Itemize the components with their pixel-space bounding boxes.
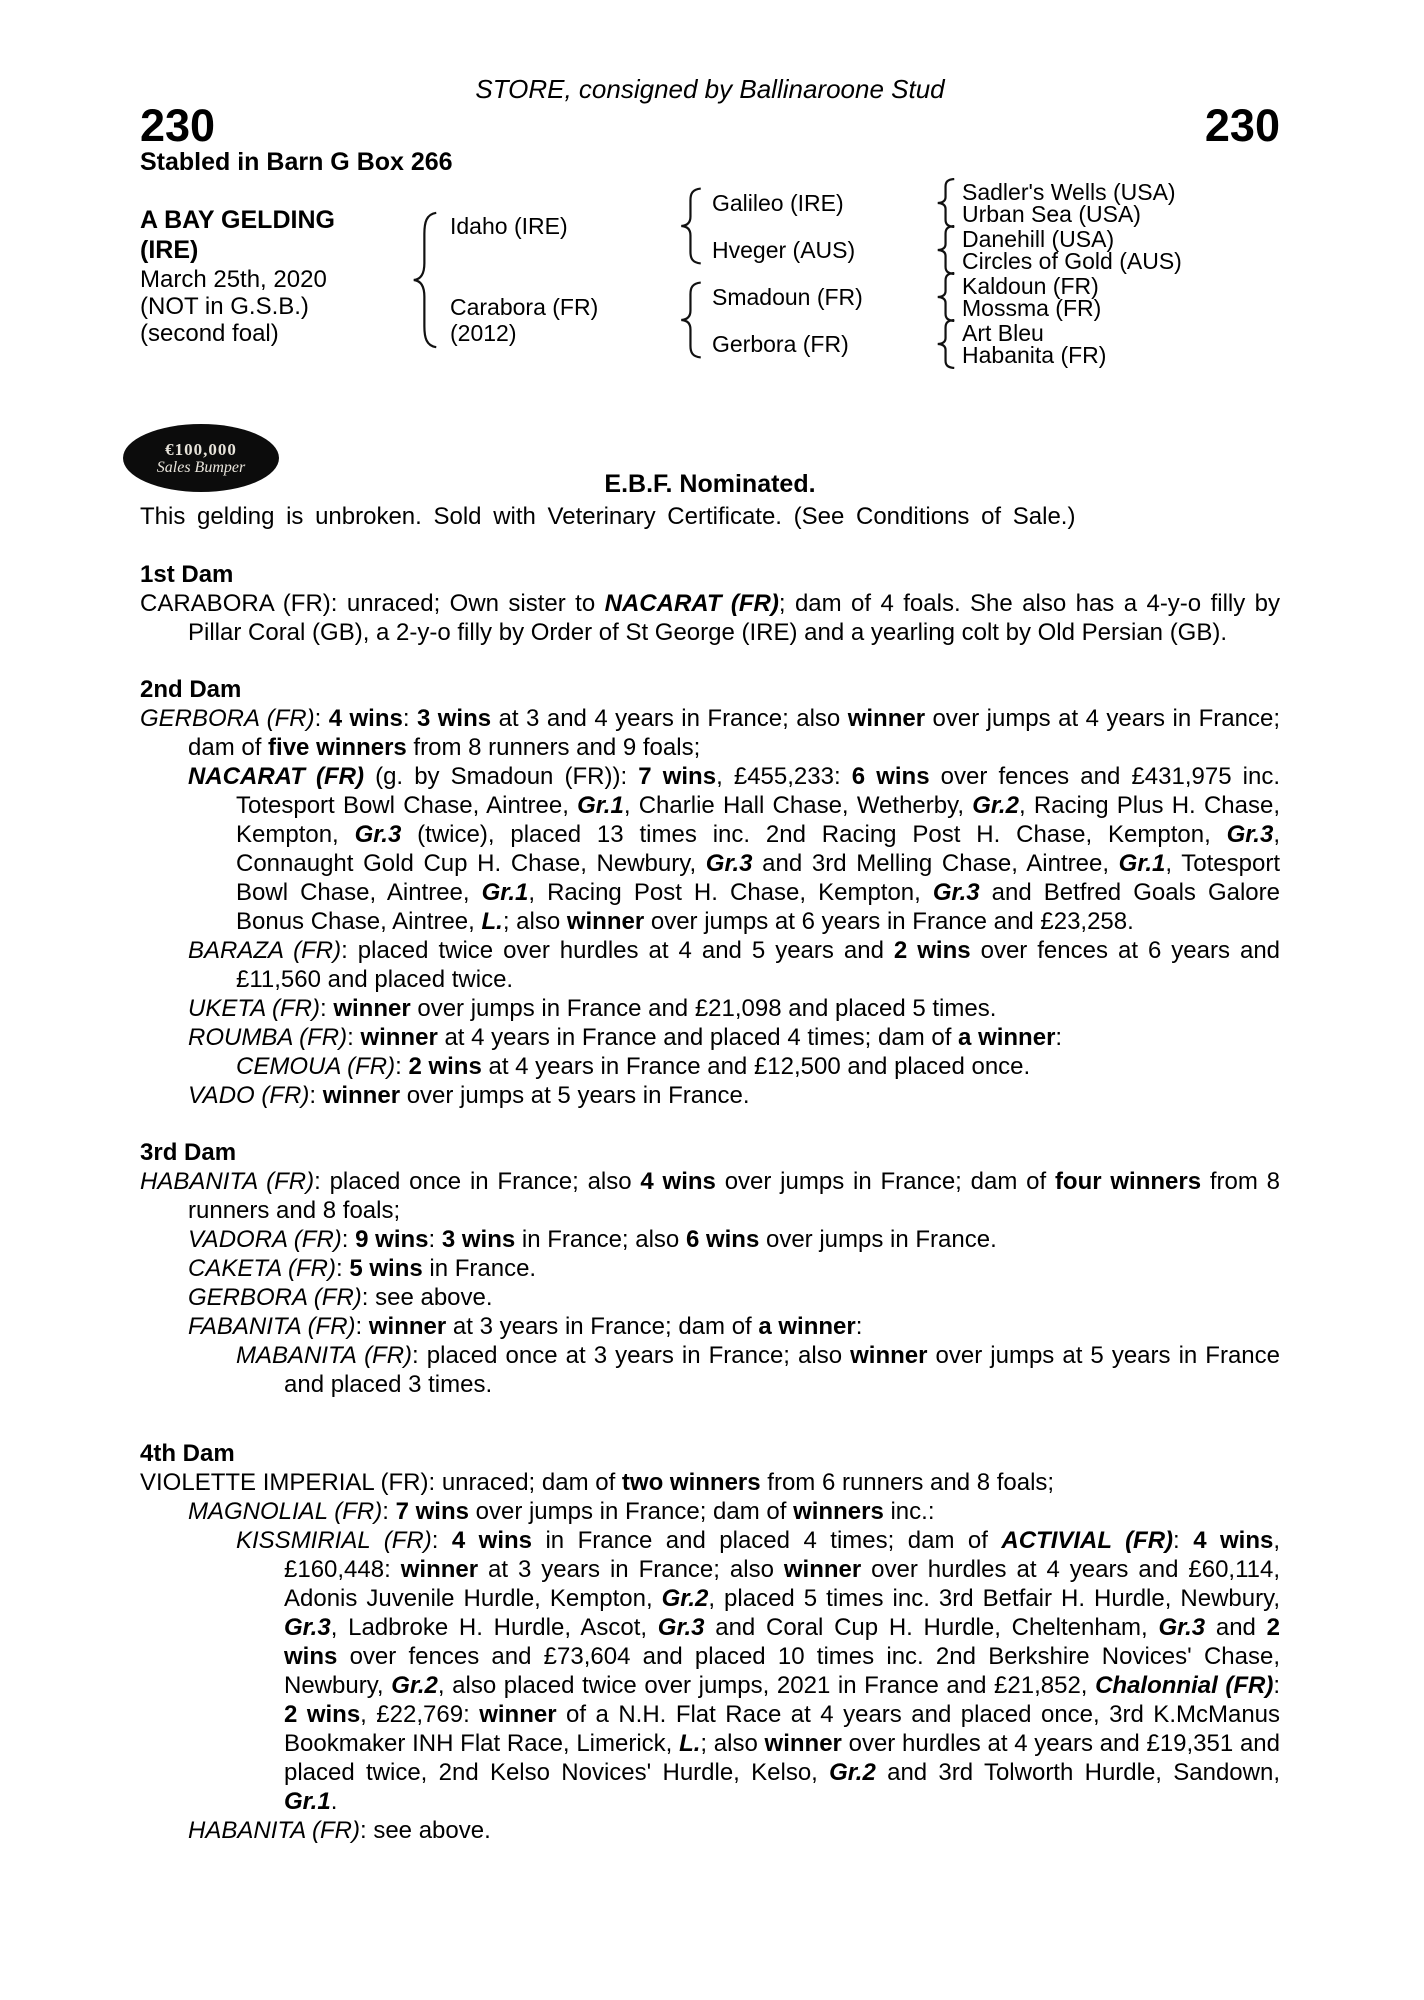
pedigree-brace-gen3 xyxy=(935,225,957,275)
dam-year: (2012) xyxy=(450,320,517,346)
entry-kissmirial: KISSMIRIAL (FR): 4 wins in France and placed 4 times; dam of ACTIVIAL (FR): 4 wins, £160,448: winner at 3 years in France; also winner over hurdles at 4 years and £60,114, Adonis Juvenile Hurdle, Kempton, Gr.2, placed 5 times inc. 3rd Betfair H. Hurdle, Newbury, Gr.3, Ladbroke H. Hurdle, Ascot, Gr.3 and Coral Cup H. Hurdle, Cheltenham, Gr.3 and 2 wins over fences and £73,604 and placed 10 times inc. 2nd Berkshire Novices' Chase, Newbury, Gr.2, also placed twice over jumps, 2021 in France and £21,852, Chalonnial (FR): 2 wins, £22,769: winner of a N.H. Flat Race at 4 years and placed once, 3rd K.McManus Bookmaker INH Flat Race, Limerick, L.; also winner over hurdles at 4 years and £19,351 and placed twice, 2nd Kelso Novices' Hurdle, Kelso, Gr.2 and 3rd Tolworth Hurdle, Sandown, Gr.1. xyxy=(236,1527,1281,1815)
section-3rd-dam xyxy=(140,1138,1280,1399)
consignor-line: STORE, consigned by Ballinaroone Stud xyxy=(475,74,945,104)
gen3-name: Sadler's Wells (USA) xyxy=(962,179,1176,205)
gen3-name: Danehill (USA) xyxy=(962,226,1115,252)
badge-amount: €100,000 xyxy=(165,439,237,459)
ebf-nominated-line: E.B.F. Nominated. xyxy=(604,470,816,498)
entry-caketa: CAKETA (FR): 5 wins in France. xyxy=(188,1255,537,1282)
sales-bumper-badge xyxy=(123,424,279,492)
lot-number-right: 230 xyxy=(1204,100,1280,151)
gen2-name: Smadoun (FR) xyxy=(712,284,863,310)
section-1st-dam xyxy=(140,560,1280,647)
entry-violette-imperial: VIOLETTE IMPERIAL (FR): unraced; dam of two winners from 6 runners and 8 foals; xyxy=(140,1469,1055,1496)
gen3-name: Circles of Gold (AUS) xyxy=(962,248,1182,274)
section-heading-4th-dam: 4th Dam xyxy=(140,1440,235,1467)
section-4th-dam xyxy=(140,1439,1280,1845)
entry-uketa: UKETA (FR): winner over jumps in France and £21,098 and placed 5 times. xyxy=(188,995,997,1022)
conditions-line: This gelding is unbroken. Sold with Veterinary Certificate. (See Conditions of Sale.) xyxy=(140,503,1076,530)
entry-mabanita: MABANITA (FR): placed once at 3 years in France; also winner over jumps at 5 years in France and placed 3 times. xyxy=(236,1342,1280,1398)
section-heading-1st-dam: 1st Dam xyxy=(140,561,234,588)
gen3-name: Urban Sea (USA) xyxy=(962,201,1141,227)
entry-carabora: CARABORA (FR): unraced; Own sister to NACARAT (FR); dam of 4 foals. She also has a 4-y-o filly by Pillar Coral (GB), a 2-y-o filly by Order of St George (IRE) and a yearling colt by Old Persian (GB). xyxy=(140,590,1280,646)
entry-baraza: BARAZA (FR): placed twice over hurdles at 4 and 5 years and 2 wins over fences at 6 years and £11,560 and placed twice. xyxy=(188,937,1281,993)
pedigree-brace-gen2-bottom xyxy=(678,281,704,359)
stabling-note: Stabled in Barn G Box 266 xyxy=(140,148,453,176)
gen2-name: Galileo (IRE) xyxy=(712,190,844,216)
subject-foal-note: (second foal) xyxy=(140,320,279,347)
badge-label: Sales Bumper xyxy=(156,458,246,476)
entry-nacarat: NACARAT (FR) (g. by Smadoun (FR)): 7 wins, £455,233: 6 wins over fences and £431,975 inc. Totesport Bowl Chase, Aintree, Gr.1, Charlie Hall Chase, Wetherby, Gr.2, Racing Plus H. Chase, Kempton, Gr.3 (twice), placed 13 times inc. 2nd Racing Post H. Chase, Kempton, Gr.3, Connaught Gold Cup H. Chase, Newbury, Gr.3 and 3rd Melling Chase, Aintree, Gr.1, Totesport Bowl Chase, Aintree, Gr.1, Racing Post H. Chase, Kempton, Gr.3 and Betfred Goals Galore Bonus Chase, Aintree, L.; also winner over jumps at 6 years in France and £23,258. xyxy=(188,763,1281,935)
dam-block xyxy=(450,294,598,346)
subject-name: A BAY GELDING xyxy=(140,206,335,234)
section-2nd-dam xyxy=(140,675,1280,1110)
pedigree-brace-gen1 xyxy=(410,210,440,350)
gen3-name: Habanita (FR) xyxy=(962,342,1107,368)
pedigree-brace-gen3 xyxy=(935,178,957,228)
entry-vado: VADO (FR): winner over jumps at 5 years in France. xyxy=(188,1082,750,1109)
entry-magnolial: MAGNOLIAL (FR): 7 wins over jumps in France; dam of winners inc.: xyxy=(188,1498,935,1525)
sire-name: Idaho (IRE) xyxy=(450,213,568,239)
entry-gerbora-see-above: GERBORA (FR): see above. xyxy=(188,1284,493,1311)
pedigree-brace-gen2-top xyxy=(678,187,704,265)
gen2-name: Gerbora (FR) xyxy=(712,331,849,357)
lot-number-row xyxy=(140,100,1280,151)
dam-name: Carabora (FR) xyxy=(450,294,599,320)
entry-fabanita: FABANITA (FR): winner at 3 years in France; dam of a winner: xyxy=(188,1313,863,1340)
entry-gerbora: GERBORA (FR): 4 wins: 3 wins at 3 and 4 years in France; also winner over jumps at 4 years in France; dam of five winners from 8 runners and 9 foals; xyxy=(140,705,1281,761)
lot-number-left: 230 xyxy=(140,100,216,151)
gen3-name: Kaldoun (FR) xyxy=(962,273,1099,299)
section-heading-3rd-dam: 3rd Dam xyxy=(140,1139,237,1166)
section-heading-2nd-dam: 2nd Dam xyxy=(140,676,242,703)
entry-roumba: ROUMBA (FR): winner at 4 years in France and placed 4 times; dam of a winner: xyxy=(188,1024,1063,1051)
gen3-name: Art Bleu xyxy=(962,320,1044,346)
subject-suffix: (IRE) xyxy=(140,236,199,264)
entry-habanita-see-above: HABANITA (FR): see above. xyxy=(188,1817,491,1844)
gen3-name: Mossma (FR) xyxy=(962,295,1102,321)
entry-habanita: HABANITA (FR): placed once in France; also 4 wins over jumps in France; dam of four winners from 8 runners and 8 foals; xyxy=(140,1168,1281,1224)
gen2-name: Hveger (AUS) xyxy=(712,237,856,263)
subject-block xyxy=(140,205,335,347)
pedigree-table xyxy=(140,177,1280,373)
pedigree-brace-gen3 xyxy=(935,319,957,369)
pedigree-brace-gen3 xyxy=(935,272,957,322)
subject-gsb-note: (NOT in G.S.B.) xyxy=(140,293,309,320)
subject-foaling-date: March 25th, 2020 xyxy=(140,266,327,293)
entry-cemoua: CEMOUA (FR): 2 wins at 4 years in France and £12,500 and placed once. xyxy=(236,1053,1031,1080)
entry-vadora: VADORA (FR): 9 wins: 3 wins in France; also 6 wins over jumps in France. xyxy=(188,1226,997,1253)
